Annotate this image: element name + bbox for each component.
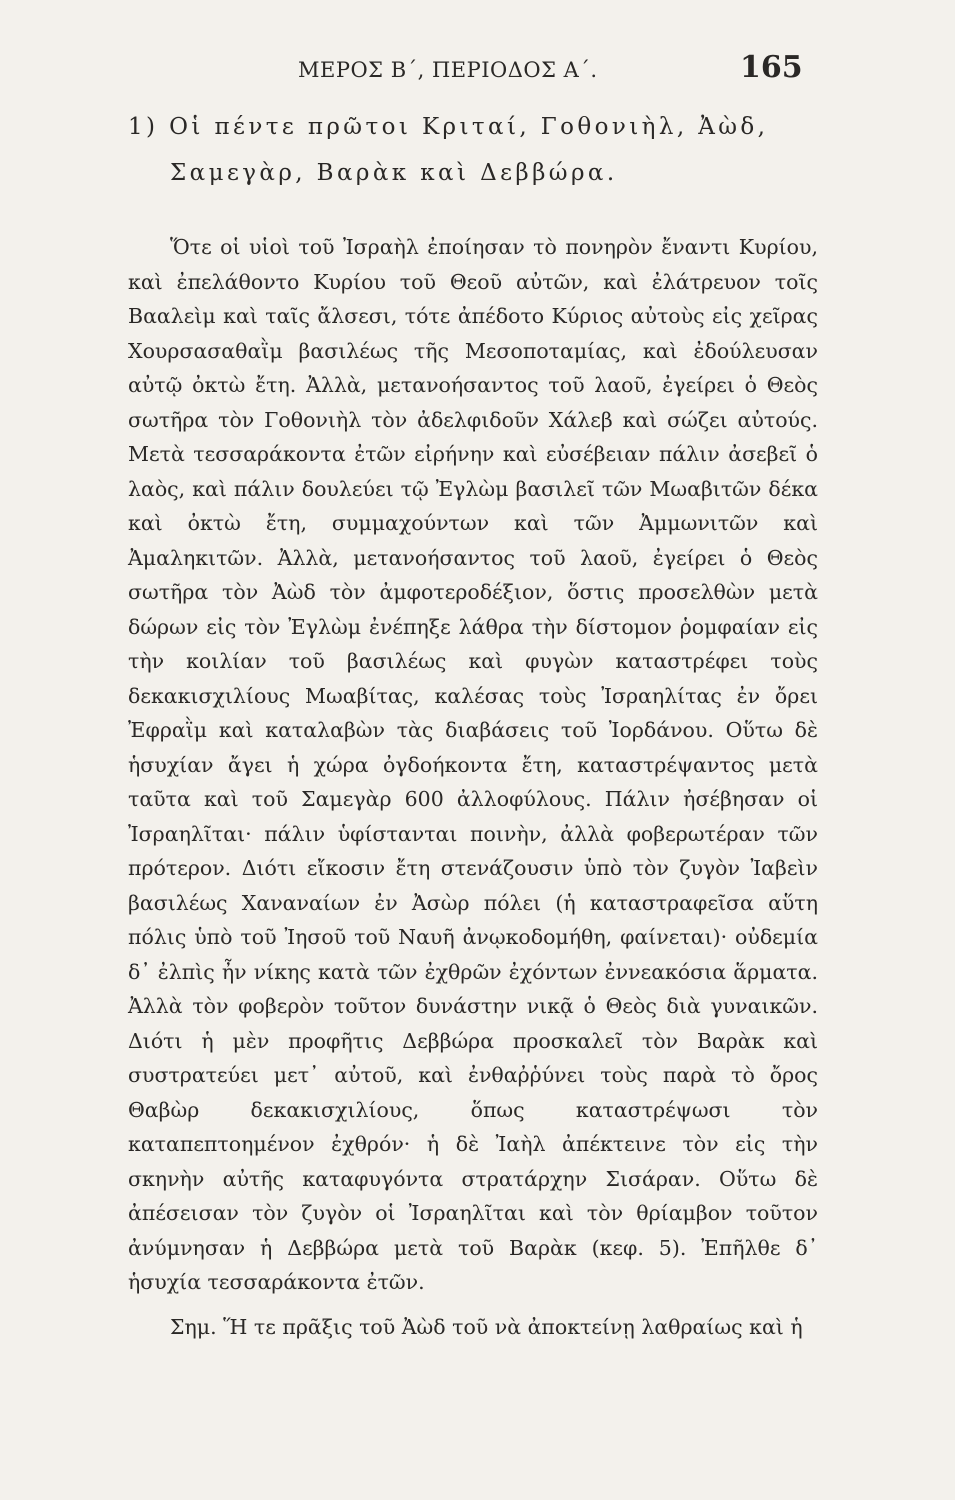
note-paragraph: Σημ. Ἥ τε πρᾶξις τοῦ Ἀὼδ τοῦ νὰ ἀποκτείνῃ λαθραίως καὶ ἡ bbox=[170, 1315, 803, 1339]
page-number: 165 bbox=[740, 50, 803, 85]
section-heading-line-2: Σαμεγὰρ, Βαρὰκ καὶ Δεββώρα. bbox=[170, 160, 618, 186]
running-header bbox=[0, 50, 955, 90]
body-text bbox=[128, 230, 818, 1300]
section-heading-line-1: 1) Οἱ πέντε πρῶτοι Κριταί, Γοθονιὴλ, Ἀὼδ, bbox=[128, 114, 769, 140]
main-paragraph: Ὅτε οἱ υἱοὶ τοῦ Ἰσραὴλ ἐποίησαν τὸ πονηρὸν ἔναντι Κυρίου, καὶ ἐπελάθοντο Κυρίου τοῦ Θεοῦ αὐτῶν, καὶ ἐλάτρευον τοῖς Βααλεὶμ καὶ ταῖς ἄλσεσι, τότε ἀπέδοτο Κύριος αὐτοὺς εἰς χεῖρας Χουρσασαθαῒμ βασιλέως τῆς Μεσοποταμίας, καὶ ἐδούλευσαν αὐτῷ ὀκτὼ ἔτη. Ἀλλὰ, μετανοήσαντος τοῦ λαοῦ, ἐγείρει ὁ Θεὸς σωτῆρα τὸν Γοθονιὴλ τὸν ἀδελφιδοῦν Χάλεβ καὶ σώζει αὐτούς. Μετὰ τεσσαράκοντα ἐτῶν εἰρήνην καὶ εὐσέβειαν πάλιν ἀσεβεῖ ὁ λαὸς, καὶ πάλιν δουλεύει τῷ Ἐγλὼμ βασιλεῖ τῶν Μωαβιτῶν δέκα καὶ ὀκτὼ ἔτη, συμμαχούντων καὶ τῶν Ἀμμωνιτῶν καὶ Ἀμαληκιτῶν. Ἀλλὰ, μετανοήσαντος τοῦ λαοῦ, ἐγείρει ὁ Θεὸς σωτῆρα τὸν Ἀὼδ τὸν ἀμφοτεροδέξιον, ὅστις προσελθὼν μετὰ δώρων εἰς τὸν Ἐγλὼμ ἐνέπηξε λάθρα τὴν δίστομον ῥομφαίαν εἰς τὴν κοιλίαν τοῦ βασιλέως καὶ φυγὼν καταστρέφει τοὺς δεκακισχιλίους Μωαβίτας, καλέσας τοὺς Ἰσραηλίτας ἐν ὄρει Ἐφραῒμ καὶ καταλαβὼν τὰς διαβάσεις τοῦ Ἰορδάνου. Οὕτω δὲ ἡσυχίαν ἄγει ἡ χώρα ὀγδοήκοντα ἔτη, καταστρέψαντος μετὰ ταῦτα καὶ τοῦ Σαμεγὰρ 600 ἀλλοφύλους. Πάλιν ἠσέβησαν οἱ Ἰσραηλῖται· πάλιν ὑφίστανται ποινὴν, ἀλλὰ φοβερωτέραν τῶν πρότερον. Διότι εἴκοσιν ἔτη στενάζουσιν ὑπὸ τὸν ζυγὸν Ἰαβεὶν βασιλέως Χαναναίων ἐν Ἀσὼρ πόλει (ἡ καταστραφεῖσα αὕτη πόλις ὑπὸ τοῦ Ἰησοῦ τοῦ Ναυῆ ἀνῳκοδομήθη, φαίνεται)· οὐδεμία δ᾽ ἐλπὶς ἦν νίκης κατὰ τῶν ἐχθρῶν ἐχόντων ἐννεακόσια ἅρματα. Ἀλλὰ τὸν φοβερὸν τοῦτον δυνάστην νικᾷ ὁ Θεὸς διὰ γυναικῶν. Διότι ἡ μὲν προφῆτις Δεββώρα προσκαλεῖ τὸν Βαρὰκ καὶ συστρατεύει μετ᾽ αὐτοῦ, καὶ ἐνθαῤῥύνει τοὺς παρὰ τὸ ὄρος Θαβὼρ δεκακισχιλίους, ὅπως καταστρέψωσι τὸν καταπεπτοημένον ἐχθρόν· ἡ δὲ Ἰαὴλ ἀπέκτεινε τὸν εἰς τὴν σκηνὴν αὐτῆς καταφυγόντα στρατάρχην Σισάραν. Οὕτω δὲ ἀπέσεισαν τὸν ζυγὸν οἱ Ἰσραηλῖται καὶ τὸν θρίαμβον τοῦτον ἀνύμνησαν ἡ Δεββώρα μετὰ τοῦ Βαρὰκ (κεφ. 5). Ἐπῆλθε δ᾽ ἡσυχία τεσσαράκοντα ἐτῶν. bbox=[128, 235, 818, 1294]
section-heading bbox=[128, 104, 828, 196]
footnote bbox=[128, 1310, 818, 1345]
running-title: ΜΕΡΟΣ Β΄, ΠΕΡΙΟΔΟΣ Α΄. bbox=[298, 58, 598, 82]
